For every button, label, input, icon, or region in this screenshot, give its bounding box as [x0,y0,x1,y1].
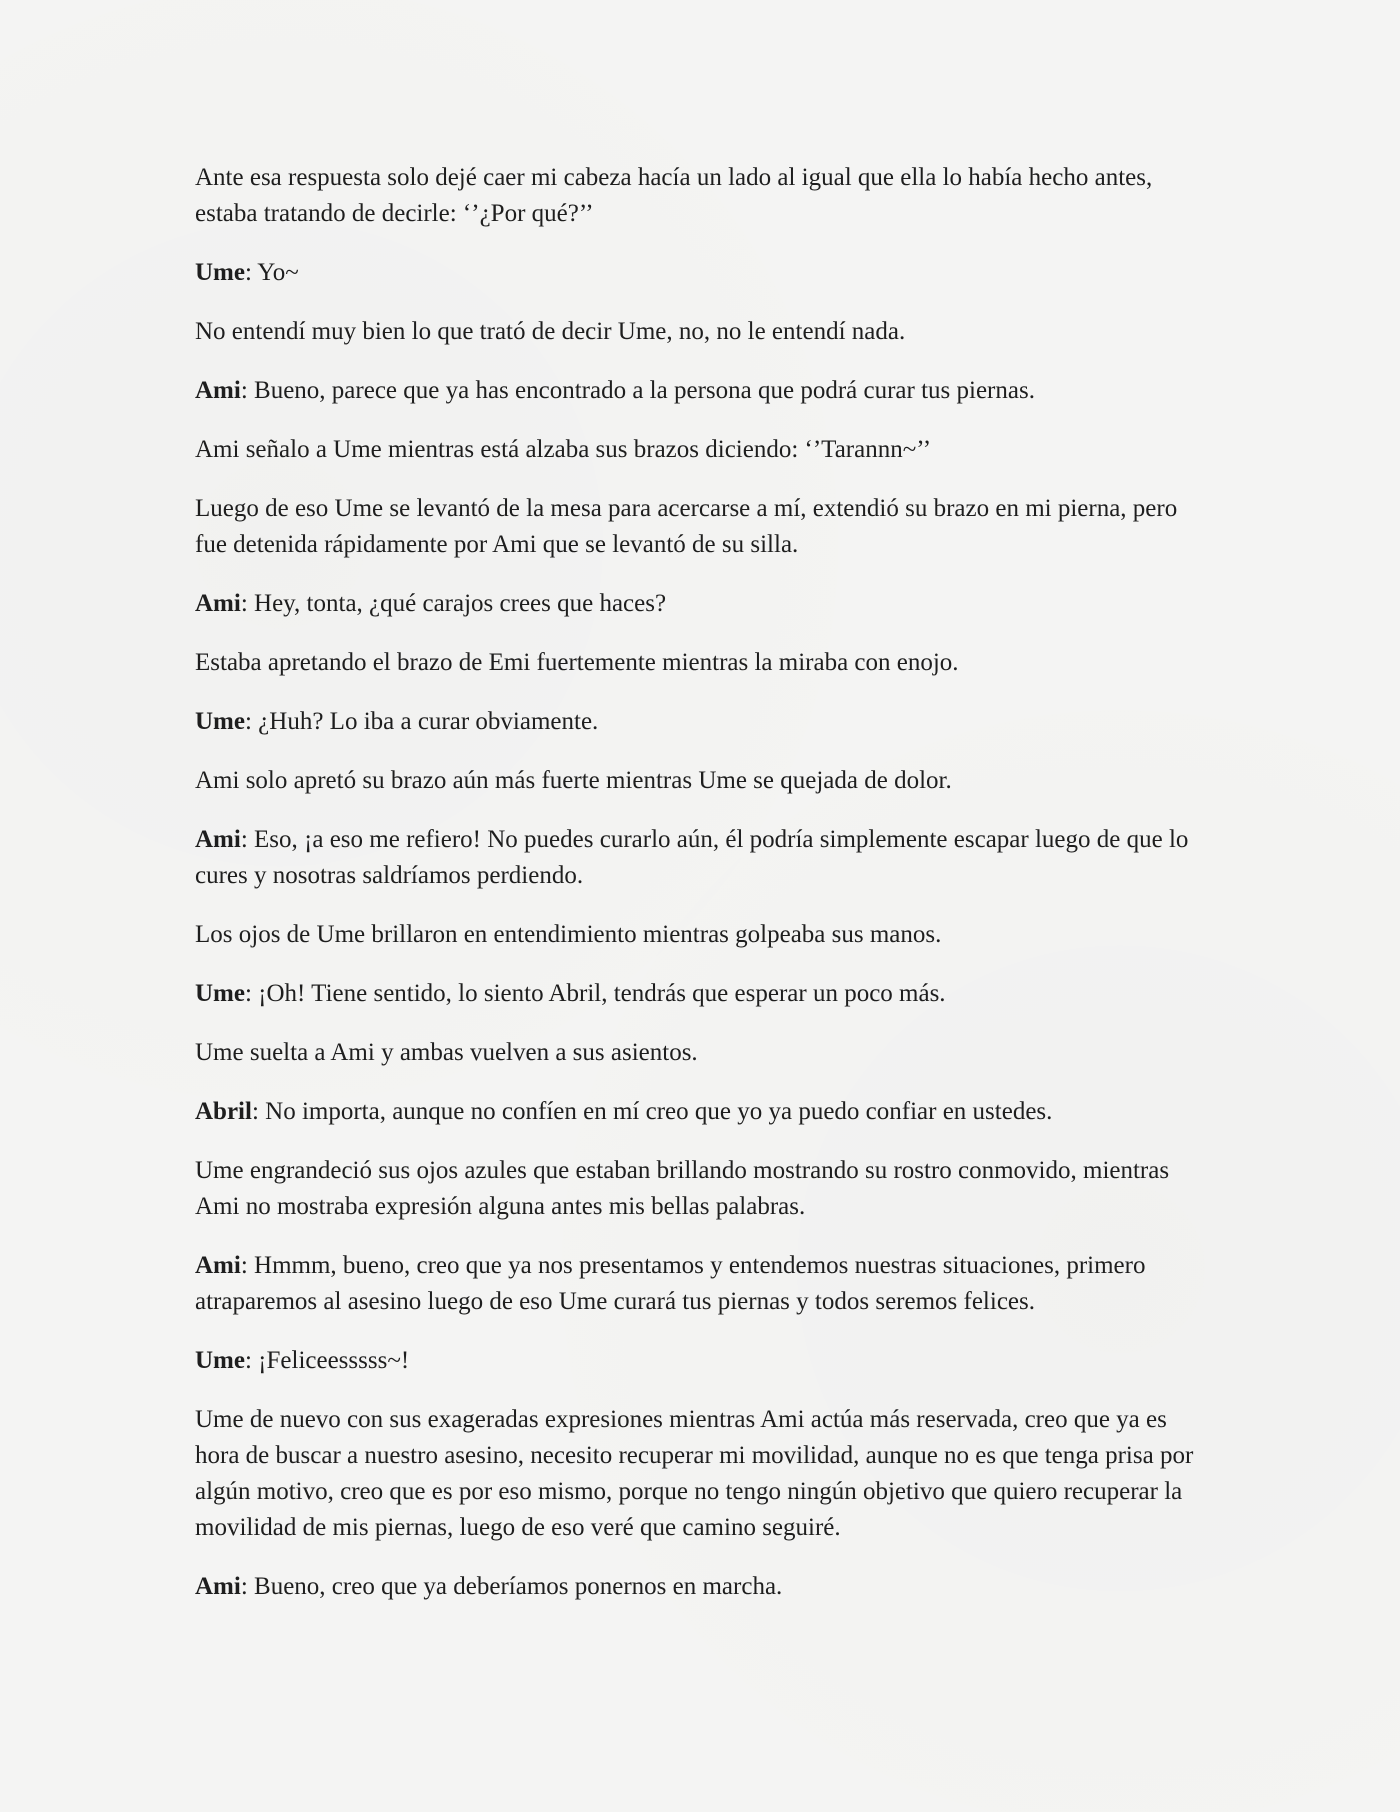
dialogue-text: : Yo~ [244,259,299,286]
dialogue-line [195,373,1210,409]
dialogue-line [195,1248,1210,1320]
narration-paragraph: Estaba apretando el brazo de Emi fuertemente mientras la miraba con enojo. [195,649,959,676]
narration-paragraph: Ume engrandeció sus ojos azules que estaban brillando mostrando su rostro conmovido, mientras Ami no mostraba expresión alguna antes mis bellas palabras. [195,1157,1170,1220]
speaker-name: Ume [195,980,245,1007]
narration-paragraph: Luego de eso Ume se levantó de la mesa para acercarse a mí, extendió su brazo en mi pierna, pero fue detenida rápidamente por Ami que se levantó de su silla. [195,495,1178,558]
dialogue-line [195,1094,1210,1130]
speaker-name: Ami [195,1252,241,1279]
dialogue-line [195,976,1210,1012]
narration-paragraph: Los ojos de Ume brillaron en entendimiento mientras golpeaba sus manos. [195,921,942,948]
dialogue-line [195,704,1210,740]
dialogue-line [195,586,1210,622]
speaker-name: Ume [195,708,245,735]
dialogue-text: : Bueno, parece que ya has encontrado a la persona que podrá curar tus piernas. [240,377,1035,404]
dialogue-line [195,255,1210,291]
narration-paragraph: Ume suelta a Ami y ambas vuelven a sus asientos. [195,1039,698,1066]
dialogue-text: : ¡Oh! Tiene sentido, lo siento Abril, tendrás que esperar un poco más. [244,980,946,1007]
dialogue-line [195,1569,1210,1605]
speaker-name: Ami [195,826,241,853]
speaker-name: Ume [195,1347,245,1374]
dialogue-text: : ¡Feliceesssss~! [244,1347,410,1374]
narration-paragraph: No entendí muy bien lo que trató de decir Ume, no, no le entendí nada. [195,318,906,345]
speaker-name: Abril [195,1098,252,1125]
narration-paragraph: Ami señalo a Ume mientras está alzaba sus brazos diciendo: ‘’Tarannn~’’ [195,436,932,463]
dialogue-text: : Eso, ¡a eso me refiero! No puedes curarlo aún, él podría simplemente escapar luego de que lo cures y nosotras saldríamos perdiendo. [195,826,1189,889]
narration-paragraph: Ami solo apretó su brazo aún más fuerte mientras Ume se quejada de dolor. [195,767,952,794]
dialogue-text: : Hmmm, bueno, creo que ya nos presentamos y entendemos nuestras situaciones, primero atraparemos al asesino luego de eso Ume curará tus piernas y todos seremos felices. [195,1252,1146,1315]
dialogue-line [195,822,1210,894]
dialogue-text: : ¿Huh? Lo iba a curar obviamente. [244,708,599,735]
dialogue-text: : Hey, tonta, ¿qué carajos crees que haces? [240,590,667,617]
speaker-name: Ami [195,590,241,617]
speaker-name: Ami [195,1573,241,1600]
dialogue-line [195,1343,1210,1379]
speaker-name: Ami [195,377,241,404]
dialogue-text: : No importa, aunque no confíen en mí creo que yo ya puedo confiar en ustedes. [251,1098,1053,1125]
dialogue-text: : Bueno, creo que ya deberíamos ponernos en marcha. [240,1573,783,1600]
narration-paragraph: Ume de nuevo con sus exageradas expresiones mientras Ami actúa más reservada, creo que ya es hora de buscar a nuestro asesino, necesito recuperar mi movilidad, aunque no es que tenga prisa por algún motivo, creo que es por eso mismo, porque no tengo ningún objetivo que quiero recuperar la movilidad de mis piernas, luego de eso veré que camino seguiré. [195,1406,1194,1541]
narration-paragraph: Ante esa respuesta solo dejé caer mi cabeza hacía un lado al igual que ella lo había hecho antes, estaba tratando de decirle: ‘’¿Por qué?’’ [195,164,1153,227]
speaker-name: Ume [195,259,245,286]
